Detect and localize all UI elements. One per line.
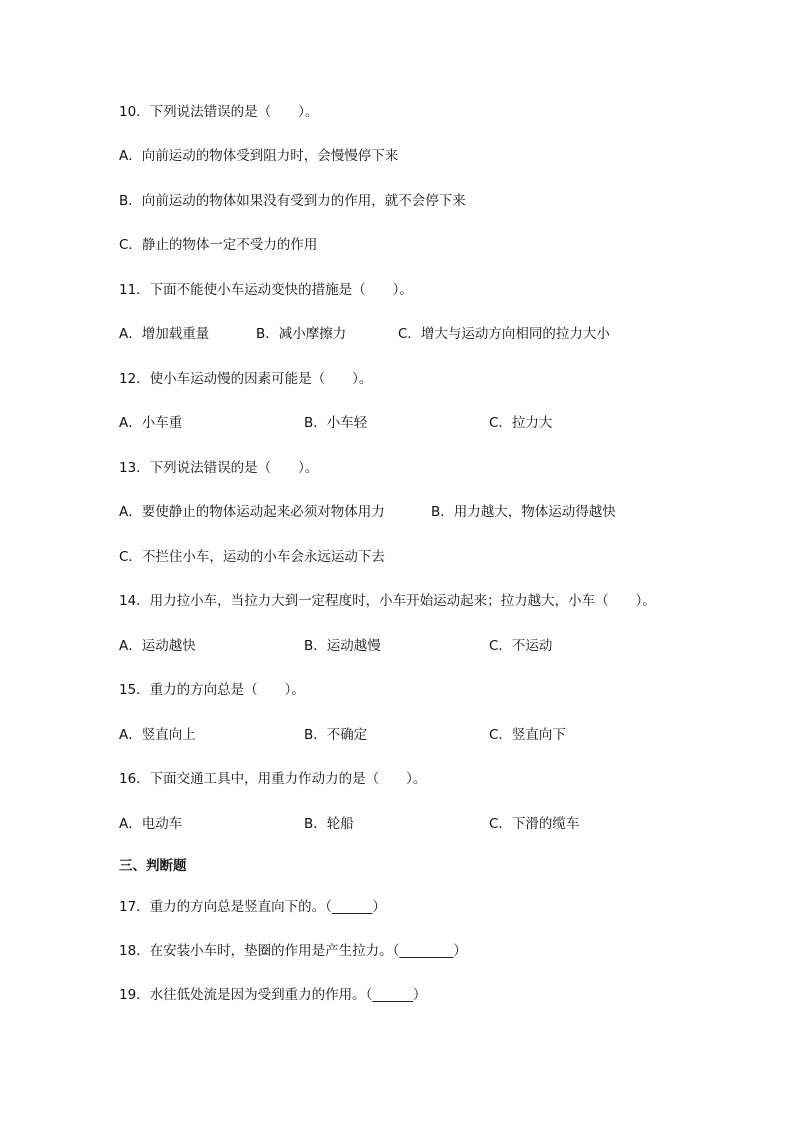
question-15-option-c: C．竖直向下 <box>489 727 566 743</box>
question-15-stem: 15．重力的方向总是（ ）。 <box>119 682 305 698</box>
question-13-option-a: A．要使静止的物体运动起来必须对物体用力 <box>119 504 385 520</box>
question-13-option-b: B．用力越大，物体运动得越快 <box>431 504 616 520</box>
question-14-stem: 14．用力拉小车，当拉力大到一定程度时，小车开始运动起来；拉力越大，小车（ ）。 <box>119 593 656 609</box>
question-16-option-b: B．轮船 <box>304 816 354 832</box>
question-11-stem: 11．下面不能使小车运动变快的措施是（ ）。 <box>119 282 413 298</box>
question-16-option-a: A．电动车 <box>119 816 183 832</box>
question-16-stem: 16．下面交通工具中，用重力作动力的是（ ）。 <box>119 771 427 787</box>
question-14-option-b: B．运动越慢 <box>304 638 381 654</box>
question-18: 18．在安装小车时，垫圈的作用是产生拉力。（________） <box>119 943 467 959</box>
question-15-option-b: B．不确定 <box>304 727 368 743</box>
question-12-option-b: B．小车轻 <box>304 415 368 431</box>
section-heading-true-false: 三、判断题 <box>119 858 187 874</box>
question-17: 17．重力的方向总是竖直向下的。（______） <box>119 899 386 915</box>
question-11-option-a: A．增加载重量 <box>119 326 210 342</box>
question-16-option-c: C．下滑的缆车 <box>489 816 580 832</box>
question-13-stem: 13．下列说法错误的是（ ）。 <box>119 460 319 476</box>
question-10-stem: 10．下列说法错误的是（ ）。 <box>119 104 319 120</box>
question-12-stem: 12．使小车运动慢的因素可能是（ ）。 <box>119 371 373 387</box>
question-10-option-b: B．向前运动的物体如果没有受到力的作用，就不会停下来 <box>119 193 466 209</box>
question-12-option-c: C．拉力大 <box>489 415 553 431</box>
question-13-option-c: C．不拦住小车，运动的小车会永远运动下去 <box>119 549 385 565</box>
question-10-option-c: C．静止的物体一定不受力的作用 <box>119 237 318 253</box>
question-14-option-a: A．运动越快 <box>119 638 196 654</box>
question-10-option-a: A．向前运动的物体受到阻力时，会慢慢停下来 <box>119 148 399 164</box>
question-12-option-a: A．小车重 <box>119 415 183 431</box>
question-15-option-a: A．竖直向上 <box>119 727 196 743</box>
question-11-option-b: B．减小摩擦力 <box>256 326 347 342</box>
question-19: 19．水往低处流是因为受到重力的作用。（______） <box>119 987 427 1003</box>
question-11-option-c: C．增大与运动方向相同的拉力大小 <box>398 326 610 342</box>
question-14-option-c: C．不运动 <box>489 638 553 654</box>
